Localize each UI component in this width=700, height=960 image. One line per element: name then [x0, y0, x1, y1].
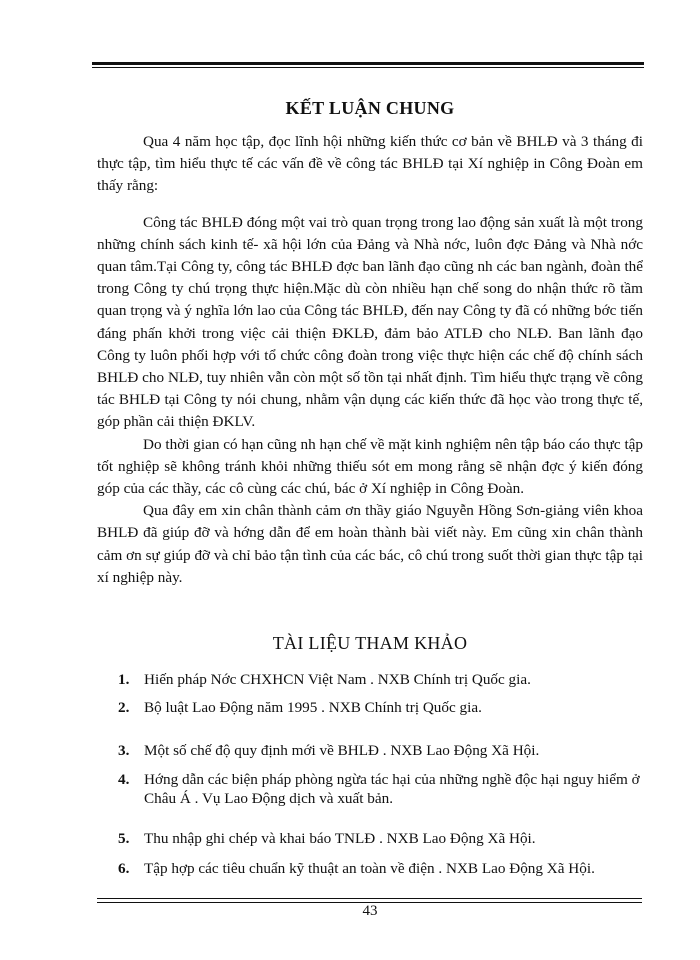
- reference-number: 5.: [118, 830, 130, 847]
- reference-item: [118, 859, 648, 878]
- paragraph-thanks: Qua đây em xin chân thành cảm ơn thầy giáo Nguyễn Hồng Sơn-giảng viên khoa BHLĐ đã giúp đỡ và hớng dẫn để em hoàn thành bài viết này. Em cũng xin chân thành cảm ơn sự giúp đỡ và chỉ bảo tận tình của các bác, cô chú trong suốt thời gian thực tập tại xí nghiệp này.: [97, 502, 643, 586]
- page-title: KẾT LUẬN CHUNG: [285, 98, 455, 118]
- reference-number: 6.: [118, 860, 130, 877]
- reference-text: Hiến pháp Nớc CHXHCN Việt Nam . NXB Chính trị Quốc gia.: [144, 671, 531, 688]
- paragraph-limitations: Do thời gian có hạn cũng nh hạn chế về mặt kinh nghiệm nên tập báo cáo thực tập tốt nghiệp sẽ không tránh khỏi những thiếu sót em mong rằng sẽ nhận đợc ý kiến đóng góp của các thầy, các cô cùng các chú, bác ở Xí nghiệp in Công Đoàn.: [97, 435, 643, 498]
- reference-text: Một số chế độ quy định mới về BHLĐ . NXB Lao Động Xã Hội.: [144, 742, 540, 759]
- conclusion-body: [97, 131, 643, 589]
- reference-item: [118, 741, 648, 760]
- reference-text: Tập hợp các tiêu chuẩn kỹ thuật an toàn về điện . NXB Lao Động Xã Hội.: [144, 860, 595, 877]
- reference-number: 3.: [118, 742, 130, 759]
- reference-number: 4.: [118, 771, 130, 788]
- reference-number: 1.: [118, 671, 130, 688]
- reference-item: [118, 698, 648, 717]
- reference-number: 2.: [118, 699, 130, 716]
- reference-item: [118, 770, 648, 808]
- paragraph-main: Công tác BHLĐ đóng một vai trò quan trọng trong lao động sản xuất là một trong những chính sách kinh tế- xã hội lớn của Đảng và Nhà nớc, luôn đợc Đảng và Nhà nớc quan tâm.Tại Công ty, công tác BHLĐ đợc ban lãnh đạo cũng nh các ban ngành, đoàn thể trong Công ty chú trọng thực hiện.Mặc dù còn nhiều hạn chế song do nhận thức rõ tầm quan trọng và ý nghĩa lớn lao của Công tác BHLĐ, đến nay Công ty đã có những bớc tiến đáng phấn khởi trong việc cải thiện ĐKLĐ, đảm bảo ATLĐ cho NLĐ. Ban lãnh đạo Công ty luôn phối hợp với tổ chức công đoàn trong việc thực hiện các chế độ chính sách BHLĐ cho NLĐ, tuy nhiên vẫn còn một số tồn tại nhất định. Tìm hiểu thực trạng về công tác BHLĐ tại Công ty nói chung, nhằm vận dụng các kiến thức đã học vào trong thực tế, góp phần cải thiện ĐKLV.: [97, 213, 643, 431]
- reference-text: Bộ luật Lao Động năm 1995 . NXB Chính trị Quốc gia.: [144, 699, 482, 716]
- paragraph-intro: Qua 4 năm học tập, đọc lĩnh hội những kiến thức cơ bản về BHLĐ và 3 tháng đi thực tập, tìm hiểu thực tế các vấn đề về công tác BHLĐ tại Xí nghiệp in Công Đoàn em thấy rằng:: [97, 133, 643, 195]
- references-heading: TÀI LIỆU THAM KHẢO: [272, 633, 468, 653]
- reference-item: [118, 670, 648, 689]
- reference-item: [118, 829, 648, 848]
- reference-text: Thu nhập ghi chép và khai báo TNLĐ . NXB Lao Động Xã Hội.: [144, 830, 536, 847]
- page-number: 43: [362, 903, 378, 919]
- top-border-rule: [92, 62, 644, 68]
- reference-text: Hớng dẫn các biện pháp phòng ngừa tác hại của những nghề độc hại nguy hiểm ở Châu Á . Vụ Lao Động dịch và xuất bản.: [144, 771, 640, 807]
